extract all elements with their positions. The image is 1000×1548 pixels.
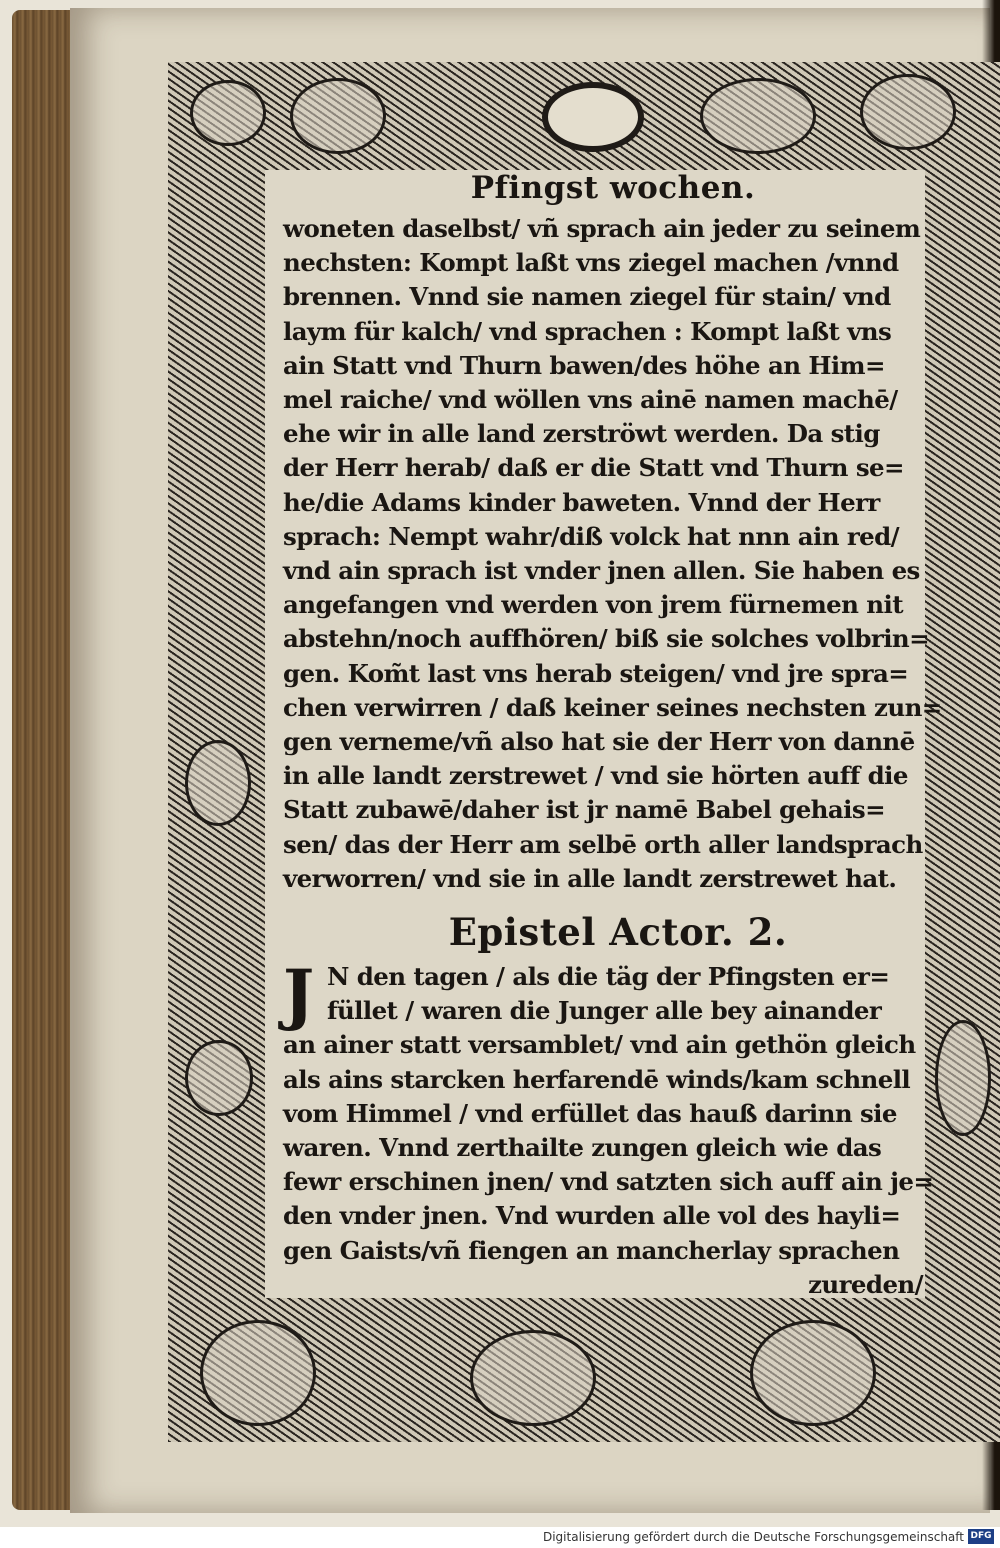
border-ornament-icon: [750, 1320, 876, 1426]
text-line: füllet / waren die Junger alle bey ainander: [327, 996, 882, 1026]
text-line: sen/ das der Herr am selbē orth aller landsprach: [283, 829, 923, 859]
text-line: vom Himmel / vnd erfüllet das hauß darinn sie: [283, 1098, 897, 1128]
text-line: verworren/ vnd sie in alle landt zerstrewet hat.: [283, 863, 897, 893]
text-line: gen verneme/vñ also hat sie der Herr von dannē: [283, 727, 915, 757]
dropcap-paragraph: [283, 955, 923, 1034]
dropcap-letter: J: [283, 955, 315, 1034]
border-ornament-icon: [470, 1330, 596, 1426]
border-ornament-icon: [185, 1040, 253, 1116]
border-ornament-icon: [290, 78, 386, 154]
text-line: den vnder jnen. Vnd wurden alle vol des hayli=: [283, 1201, 901, 1231]
text-line: woneten daselbst/ vñ sprach ain jeder zu seinem: [283, 214, 921, 243]
text-line: he/die Adams kinder baweten. Vnnd der Herr: [283, 487, 880, 517]
text-line: laym für kalch/ vnd sprachen : Kompt laßt vns: [283, 316, 892, 346]
border-ornament-icon: [935, 1020, 991, 1136]
text-line: N den tagen / als die täg der Pfingsten er=: [327, 962, 890, 992]
text-block: [283, 170, 942, 1302]
text-line: der Herr herab/ daß er die Statt vnd Thurn se=: [283, 453, 904, 483]
text-line: als ains starcken herfarendē winds/kam schnell: [283, 1064, 911, 1094]
footer-bar: [0, 1527, 1000, 1548]
text-line: brennen. Vnnd sie namen ziegel für stain/ vnd: [283, 282, 891, 312]
border-ornament-icon: [860, 74, 956, 150]
text-line: in alle landt zerstrewet / vnd sie hörten auff die: [283, 761, 908, 791]
text-line: vnd ain sprach ist vnder jnen allen. Sie haben es: [283, 556, 920, 586]
top-cartouche: [542, 82, 644, 152]
text-line: angefangen vnd werden von jrem fürnemen nit: [283, 590, 903, 620]
text-line: ain Statt vnd Thurn bawen/des höhe an Him=: [283, 350, 885, 380]
text-line: gen. Kom̃t last vns herab steigen/ vnd jre spra=: [283, 658, 909, 688]
dfg-logo-icon[interactable]: DFG: [968, 1529, 994, 1544]
funding-credit[interactable]: Digitalisierung gefördert durch die Deutsche Forschungsgemeinschaft: [542, 1530, 964, 1544]
text-line: gen Gaists/vñ fiengen an mancherlay sprachen: [283, 1235, 900, 1265]
text-line: nechsten: Kompt laßt vns ziegel machen /vnnd: [283, 248, 899, 278]
border-ornament-icon: [200, 1320, 316, 1426]
section-heading: Epistel Actor. 2.: [448, 910, 788, 955]
text-line: abstehn/noch auffhören/ biß sie solches volbrin=: [283, 624, 930, 654]
text-line: sprach: Nempt wahr/diß volck hat nnn ain red/: [283, 521, 900, 551]
text-line: fewr erschinen jnen/ vnd satzten sich auff ain je=: [283, 1167, 934, 1197]
text-line: ehe wir in alle land zerströwt werden. Da stig: [283, 419, 880, 449]
running-head: Pfingst wochen.: [470, 170, 756, 206]
catchword: zureden/: [808, 1269, 923, 1299]
text-line: mel raiche/ vnd wöllen vns ainē namen machē/: [283, 385, 898, 415]
border-ornament-icon: [700, 78, 816, 154]
border-ornament-icon: [185, 740, 251, 826]
border-ornament-icon: [190, 80, 266, 146]
text-line: chen verwirren / daß keiner seines nechsten zun=: [283, 692, 942, 722]
text-line: waren. Vnnd zerthailte zungen gleich wie das: [283, 1133, 882, 1163]
text-line: an ainer statt versamblet/ vnd ain gethön gleich: [283, 1030, 916, 1060]
text-line: Statt zubawē/daher ist jr namē Babel gehais=: [283, 795, 885, 825]
